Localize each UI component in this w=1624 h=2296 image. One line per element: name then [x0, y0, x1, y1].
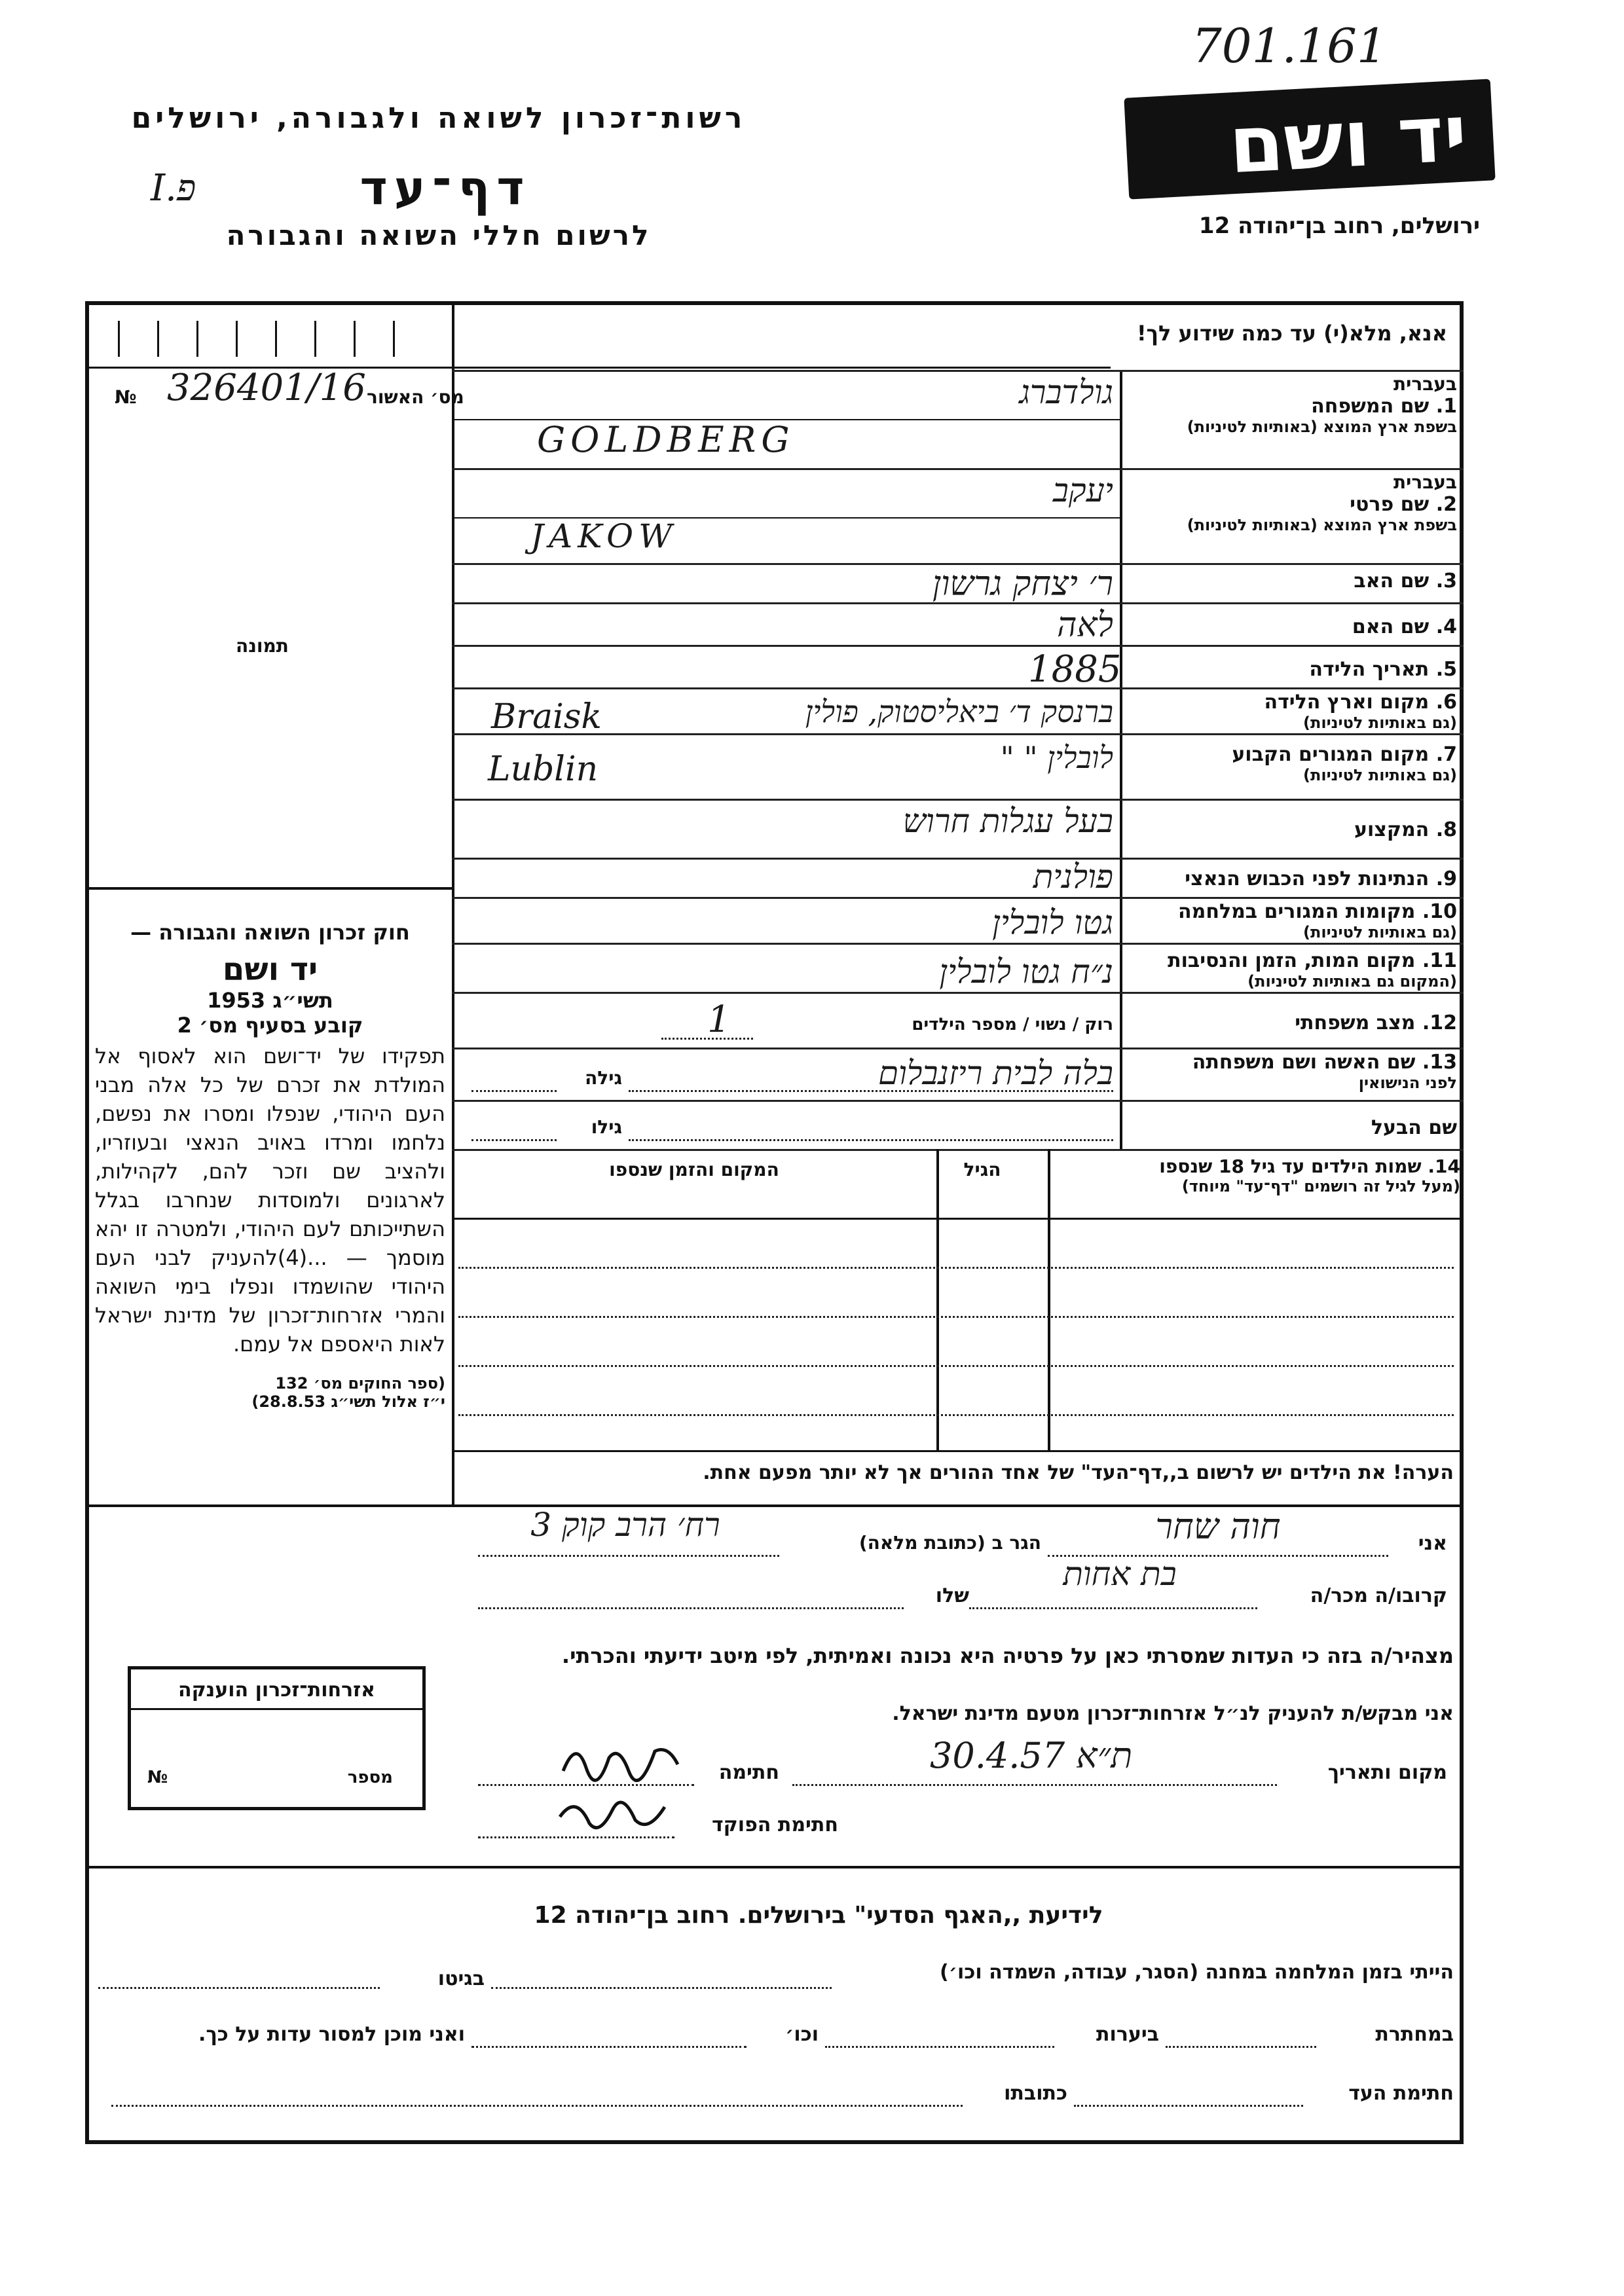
shel-label: שלו [935, 1584, 969, 1607]
law-source-date: י״ז אלול תשי״ג 28.8.53) [251, 1393, 445, 1411]
law-text: תפקידו של יד־ושם הוא לאסוף אל המולדת את זכרם של כל אלה מבני העם היהודי, שנפלו ומסרו את נפשם, נלחמו ומרדו באויב הנאצי ובעוזריו, ולהציב שם וזכר להם, לקהילות, לארגונים ולמוסדות שנחרבו בגלל השתייכותם לעם היהודי, ולמטרה זו יהא מוסמך — ...(4)להעניק לבני העם היהודי שהושמדו ונפלו בימי השואה והמרי אזרחות־זכרון של מדינת ישראל לאות היאספם אל עמם. [95, 1044, 446, 1357]
title-note: I.פ [151, 167, 196, 210]
field-2: בעברית 2. שם פרטי בשפת ארץ המוצא (באותיות לטיניות) [1123, 471, 1457, 534]
children-header: 14. שמות הילדים עד גיל 18 שנספו (מעל לגיל זה רושמים "דף־עד" מיוחד) [1159, 1156, 1460, 1195]
address: ירושלים, רחוב בן־יהודה 12 [1198, 213, 1480, 239]
marital-options: רוק / נשוי / מספר הילדים [912, 1015, 1113, 1034]
field-5: 5. תאריך הלידה [1309, 658, 1457, 681]
children-place-header: המקום והזמן שנספו [609, 1159, 779, 1180]
law-title: חוק זכרון השואה והגבורה — [130, 920, 410, 945]
children-age-header: הגיל [963, 1159, 1001, 1180]
yad-vashem-logo: יד ושם [1124, 79, 1495, 199]
field-3: 3. שם האב [1354, 570, 1457, 592]
underground-line2-a: במחתרת [1375, 2023, 1454, 2046]
field-11: 11. מקום המות, הזמן והנסיבות (המקום גם באותיות לטיניות) [1168, 949, 1457, 991]
law-box [95, 920, 445, 1411]
approval-number-label: מס׳ האשור [367, 386, 464, 408]
field-7: 7. מקום המגורים הקבוע (גם באותיות לטיניות) [1232, 743, 1457, 784]
approval-number-value: 326401/16 [167, 367, 366, 409]
husband-label: שם הבעל [1371, 1116, 1457, 1139]
organization-name: רשות־זכרון לשואה ולגבורה, ירושלים [131, 101, 747, 135]
underground-line2-c: וכו׳ [785, 2023, 819, 2046]
wife-name-value[interactable]: בלה לבית ריזנבלום [877, 1054, 1113, 1092]
underground-line3-b: כתובתו [1004, 2082, 1067, 2105]
first-name-he[interactable]: יעקב [1052, 471, 1113, 509]
law-name: יד ושם [222, 951, 318, 988]
underground-title: לידיעת ,,האגף הסדעי" בירושלים. רחוב בן־יהודה 12 [534, 1902, 1103, 1929]
field-4: 4. שם האם [1352, 615, 1457, 638]
citizenship-number-symbol: № [147, 1768, 168, 1787]
place-date-label: מקום ותאריך [1327, 1761, 1447, 1784]
family-name-latin[interactable]: GOLDBERG [537, 419, 795, 460]
underground-line2-b: ביערות [1096, 2023, 1159, 2046]
death-place-value[interactable]: נ״ח גטו לובלין [939, 953, 1113, 991]
field-9: 9. הנתינות לפני הכבוש הנאצי [1185, 867, 1457, 890]
ticks [92, 321, 445, 360]
family-name-label: שם המשפחה [1311, 395, 1430, 418]
children-count-value[interactable]: 1 [707, 998, 731, 1041]
law-source: (ספר החוקים מס׳ 132 [275, 1374, 445, 1393]
underground-line1-a: הייתי בזמן המלחמה במחנה (הסגר, עבודה, השמדה וכו׳) [940, 1961, 1454, 1984]
wife-age-label: גילה [585, 1067, 622, 1089]
occupation-value[interactable]: בעל עגלות חרוש [902, 802, 1113, 840]
field-1: בעברית 1. שם המשפחה בשפת ארץ המוצא (באותיות לטיניות) [1123, 373, 1457, 436]
birth-date-value[interactable]: 1885 [1028, 648, 1122, 691]
approval-number-symbol: № [115, 386, 137, 408]
supervisor-signature-image [550, 1784, 681, 1843]
father-name-value[interactable]: ר׳ יצחק גרשון [932, 564, 1113, 604]
field-13: 13. שם האשה ושם משפחתה לפני הנישואין [1192, 1051, 1457, 1092]
field-12: 12. מצב משפחתי [1295, 1011, 1457, 1034]
lives-at-label: הגר ב (כתובת מלאה) [858, 1532, 1041, 1554]
declarant-name[interactable]: חוה שחר [1155, 1506, 1281, 1547]
file-reference: 701.161 [1192, 18, 1387, 73]
husband-age-label: גילו [591, 1116, 622, 1138]
signature-label: חתימה [718, 1761, 779, 1784]
mother-name-value[interactable]: לאה [1057, 606, 1113, 645]
relative-label: קרובו/ה מכר/ה [1310, 1584, 1447, 1607]
citizenship-number-label: מספר [347, 1768, 393, 1787]
nationality-value[interactable]: פולנית [1033, 858, 1113, 896]
birth-place-value[interactable]: ברנסק ד׳ ביאליסטוק, פולין [805, 694, 1113, 729]
wartime-residence-value[interactable]: גטו לובלין [992, 903, 1113, 941]
residence-value[interactable]: לובלין " " [1000, 740, 1113, 775]
place-date-value[interactable]: 30.4.57 ת״א [930, 1735, 1133, 1776]
field-6: 6. מקום וארץ הלידה (גם באותיות לטיניות) [1264, 691, 1457, 732]
citizenship-title: אזרחות־זכרון הוענקה [131, 1669, 422, 1710]
birth-place-latin[interactable]: Braisk [491, 697, 602, 737]
children-note: הערה! את הילדים יש לרשום ב,,דף־העד" של אחד ההורים אך לא יותר מפעם אחת. [703, 1461, 1454, 1484]
family-name-he[interactable]: גולדברג [1019, 373, 1113, 411]
declarant-ani: אני [1418, 1532, 1447, 1555]
residence-latin[interactable]: Lublin [488, 750, 599, 789]
supervisor-signature-label: חתימת הפוקד [712, 1813, 838, 1836]
request-text: אני מבקש/ת להעניק לנ״ל אזרחות־זכרון מטעם מדינת ישראל. [892, 1702, 1454, 1725]
declaration-text: מצהיר/ה בזה כי העדות שמסרתי כאן על פרטיה היא נכונה ואמיתית, לפי מיטב ידיעתי והכרתי. [561, 1643, 1454, 1668]
page-subtitle: לרשום חללי השואה והגבורה [226, 219, 652, 251]
relation-value[interactable]: בת אחות [1063, 1555, 1177, 1593]
declarant-address[interactable]: רח׳ הרב קוק 3 [530, 1506, 720, 1544]
law-year: תשי״ג 1953 [207, 988, 333, 1013]
page-title: דף־עד [360, 160, 531, 215]
hebrew-label-1: בעברית [1393, 373, 1457, 395]
underground-line1-b: בגיטו [437, 1967, 485, 1990]
photo-label: תמונה [236, 635, 289, 657]
field-8: 8. המקצוע [1354, 818, 1457, 841]
underground-line2-d: ואני מוכן למסור עדות על כך. [198, 2023, 465, 2046]
law-clause: קובע בסעיף מס׳ 2 [177, 1013, 363, 1038]
intro-text: אנא, מלא(י) עד כמה שידוע לך! [1136, 321, 1447, 346]
underground-line3-a: חתימת העד [1348, 2082, 1454, 2105]
hebrew-label-2: בעברית [1393, 471, 1457, 493]
citizenship-box [128, 1666, 426, 1810]
field-10: 10. מקומות המגורים במלחמה (גם באותיות לטיניות) [1178, 900, 1457, 941]
first-name-label: שם פרטי [1350, 493, 1430, 516]
first-name-latin[interactable]: JAKOW [530, 517, 678, 555]
signature-image [557, 1732, 688, 1791]
